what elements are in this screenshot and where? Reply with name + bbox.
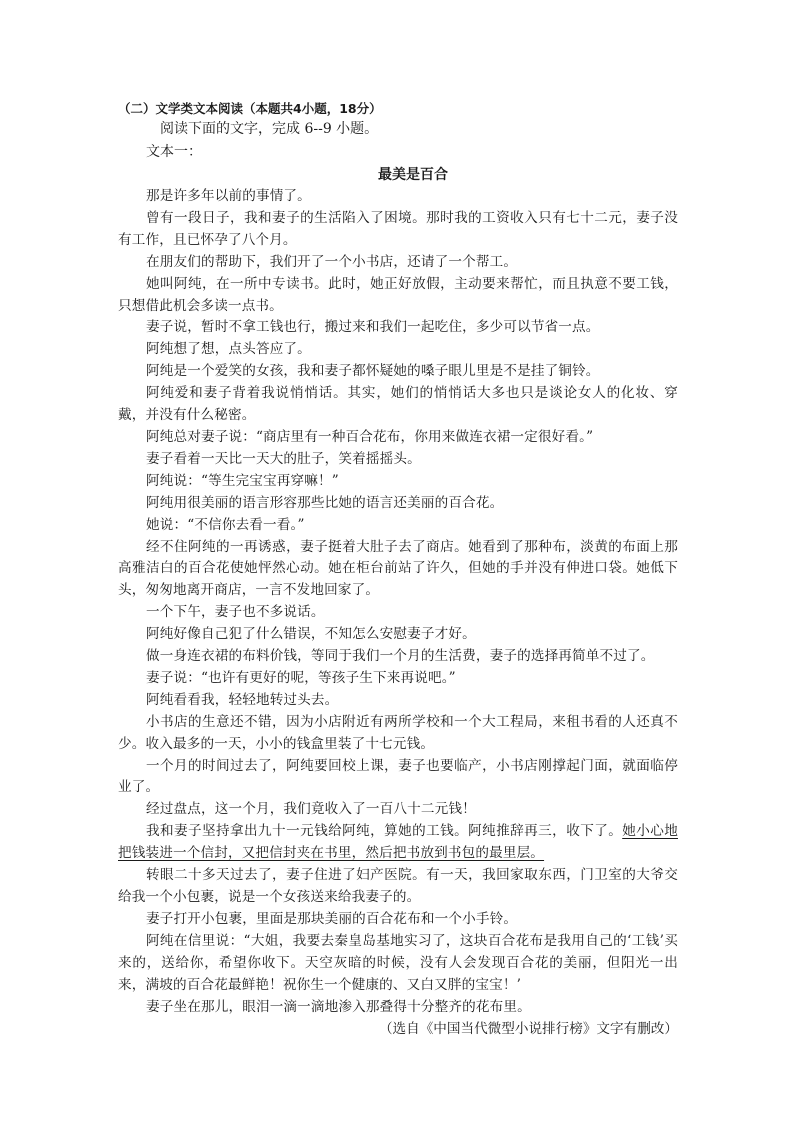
text-label: 文本一：: [146, 144, 202, 160]
paragraph: 妻子打开小包裹，里面是那块美丽的百合花布和一个小手铃。: [146, 910, 518, 927]
story-title: 最美是百合: [378, 167, 448, 183]
section-header: （二）文学类文本阅读（本题共4小题，18分）: [118, 101, 382, 116]
paragraph: 那是许多年以前的事情了。: [146, 188, 311, 204]
paragraph: 阿纯好像自己犯了什么错误，不知怎么安慰妻子才好。: [146, 626, 476, 643]
paragraph: 她叫阿纯，在一所中专读书。此时，她正好放假，主动要来帮忙，而且执意不要工钱，只想借此机会多读一点书。: [118, 275, 678, 314]
underlined-sentence: 她小心地把钱装进一个信封，又把信封夹在书里，然后把书放到书包的最里层。: [118, 823, 678, 862]
instruction-text: 阅读下面的文字，完成 6--9 小题。: [160, 121, 379, 137]
paragraph: 转眼二十多天过去了，妻子住进了妇产医院。有一天，我回家取东西，门卫室的大爷交给我一个小包裹，说是一个女孩送来给我妻子的。: [118, 867, 678, 905]
paragraph: 经不住阿纯的一再诱惑，妻子挺着大肚子去了商店。她看到了那种布，淡黄的布面上那高雅洁白的百合花使她怦然心动。她在柜台前站了许久，但她的手并没有伸进口袋。她低下头，匆匆地离开商店，一言不发地回家了。: [118, 538, 678, 599]
paragraph: 阿纯想了想，点头答应了。: [146, 341, 311, 358]
paragraph: 经过盘点，这一个月，我们竟收入了一百八十二元钱！: [146, 801, 476, 818]
story-body: [118, 186, 678, 1018]
paragraph: 妻子看着一天比一天大的肚子，笑着摇摇头。: [146, 450, 421, 467]
paragraph-text: 我和妻子坚持拿出九十一元钱给阿纯，算她的工钱。阿纯推辞再三，收下了。: [146, 823, 623, 840]
paragraph: 一个下午，妻子也不多说话。: [146, 604, 325, 621]
paragraph: 在朋友们的帮助下，我们开了一个小书店，还请了一个帮工。: [146, 253, 518, 270]
paragraph: 阿纯看看我，轻轻地转过头去。: [146, 691, 339, 708]
paragraph: 她说：“不信你去看一看。”: [146, 516, 305, 533]
paragraph-with-underline: [118, 821, 678, 865]
paragraph: 阿纯爱和妻子背着我说悄悄话。其实，她们的悄悄话大多也只是谈论女人的化妆、穿戴，并没有什么秘密。: [118, 385, 678, 424]
paragraph: 阿纯是一个爱笑的女孩，我和妻子都怀疑她的嗓子眼儿里是不是挂了铜铃。: [146, 363, 600, 380]
paragraph: 阿纯在信里说：“大姐，我要去秦皇岛基地实习了，这块百合花布是我用自己的‘工钱’买来的，送给你，希望你收下。天空灰暗的时候，没有人会发现百合花的美丽，但阳光一出来，满坡的百合花最鲜艳！祝你生一个健康的、又白又胖的宝宝！’: [118, 932, 678, 993]
source-citation: （选自《中国当代微型小说排行榜》文字有删改）: [378, 1021, 678, 1038]
paragraph: 妻子坐在那儿，眼泪一滴一滴地渗入那叠得十分整齐的花布里。: [146, 998, 531, 1015]
paragraph: 一个月的时间过去了，阿纯要回校上课，妻子也要临产，小书店刚撑起门面，就面临停业了。: [118, 757, 678, 796]
paragraph: 小书店的生意还不错，因为小店附近有两所学校和一个大工程局，来租书看的人还真不少。收入最多的一天，小小的钱盒里装了十七元钱。: [118, 713, 678, 752]
paragraph: 做一身连衣裙的布料价钱，等同于我们一个月的生活费，妻子的选择再简单不过了。: [146, 648, 655, 665]
paragraph: 曾有一段日子，我和妻子的生活陷入了困境。那时我的工资收入只有七十二元，妻子没有工作，且已怀孕了八个月。: [118, 209, 678, 248]
paragraph: 妻子说：“也许有更好的呢，等孩子生下来再说吧。”: [146, 669, 456, 686]
paragraph: 妻子说，暂时不拿工钱也行，搬过来和我们一起吃住，多少可以节省一点。: [146, 319, 600, 336]
paragraph: 阿纯用很美丽的语言形容那些比她的语言还美丽的百合花。: [146, 494, 504, 511]
paragraph: 阿纯总对妻子说：“商店里有一种百合花布，你用来做连衣裙一定很好看。”: [146, 428, 594, 445]
reading-section: [118, 100, 678, 1040]
paragraph: 阿纯说：“等生完宝宝再穿嘛！”: [146, 472, 339, 489]
